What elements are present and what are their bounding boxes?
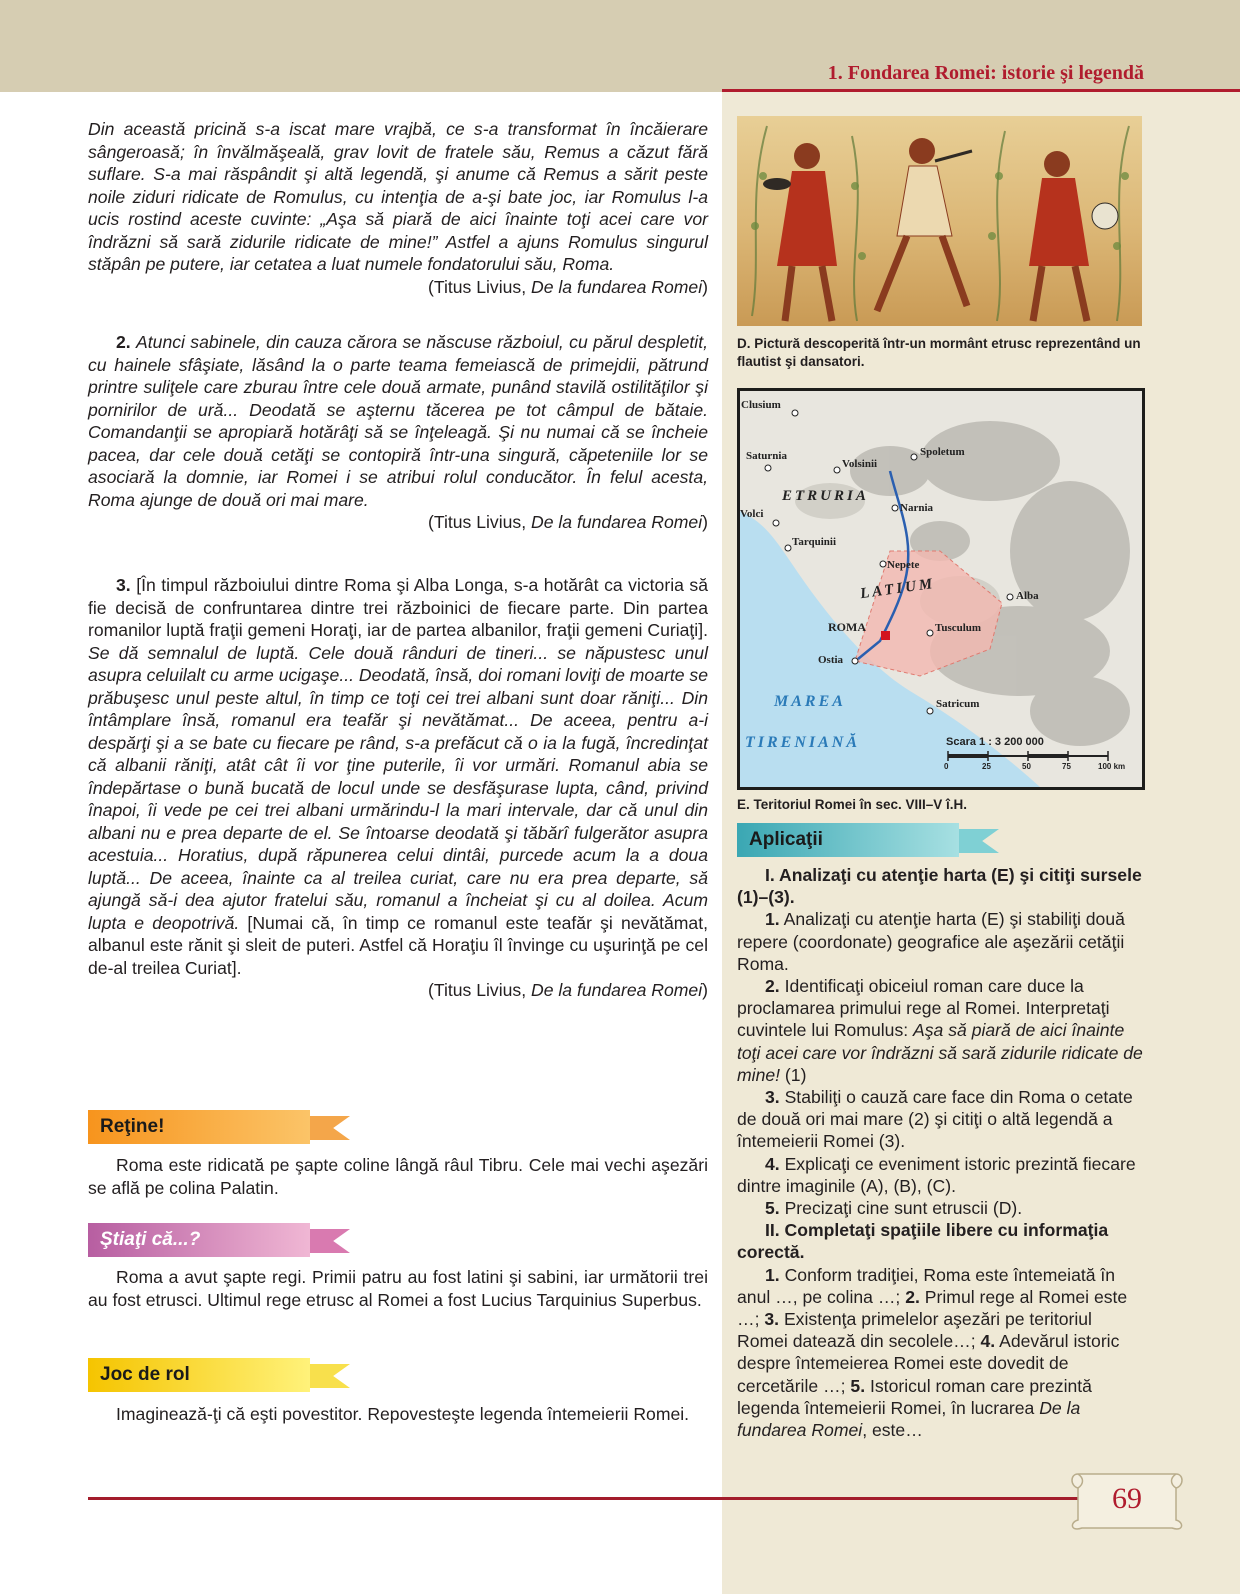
source-1 (88, 118, 708, 298)
citation-end: ) (702, 512, 708, 532)
etruscan-painting-illustration (737, 116, 1142, 326)
question-3 (737, 1086, 1143, 1153)
citation-work: De la fundarea Romei (530, 512, 703, 532)
map-scale-tick: 0 (944, 762, 949, 771)
stiati-banner (88, 1223, 350, 1257)
joc-banner (88, 1358, 350, 1392)
question-number: 5. (765, 1198, 780, 1219)
question-text: Identificaţi obiceiul roman care duce la proclamarea primului rege al Romei. Interpretaţi cuvintele lui Romulus: (737, 976, 1110, 1041)
source-1-text: Din această pricină s-a iscat mare vrajbă, ce s-a transformat în încăierare sângeroasă; în învălmăşeală, grav lovit de fratele său, Remus a căzut fără suflare. S-a mai răspândit şi altă legendă, şi anume că Remus a sărit peste noile ziduri ridicate de Romulus, cu intenţia de a-şi bate joc, iar Romulus l-a ucis rostind aceste cuvinte: „Aşa să piară de aici înainte toţi acei care vor îndrăzni să sară zidurile ridicate de mine!” Astfel a ajuns Romulus singurul stăpân pe putere, iar cetatea a luat numele fondatorului său, Roma. (88, 119, 708, 274)
joc-text: Imaginează-ţi că eşti povestitor. Repovesteşte legenda întemeierii Romei. (116, 1404, 690, 1424)
citation-end: ) (702, 276, 708, 297)
map-label-roma: ROMA (828, 620, 866, 634)
map-label-volsinii: Volsinii (842, 458, 878, 470)
citation-author: (Titus Livius, (428, 512, 531, 532)
citation-work: De la fundarea Romei (530, 276, 703, 297)
stiati-text: Roma a avut şapte regi. Primii patru au fost latini şi sabini, iar următorii trei au fost etrusci. Ultimul rege etrusc al Romei a fost Lucius Tarquinius Superbus. (88, 1267, 708, 1310)
map-label-etruria: ETRURIA (782, 488, 869, 504)
map-scale-tick: 75 (1062, 762, 1071, 771)
map-label-clusium: Clusium (741, 399, 781, 411)
item-number: 4. (980, 1331, 996, 1352)
citation-author: (Titus Livius, (428, 980, 531, 1000)
source-2-number: 2. (116, 332, 131, 352)
item-number: 5. (850, 1375, 866, 1396)
map-caption: E. Teritoriul Romei în sec. VIII–V î.H. (737, 797, 968, 812)
joc-title: Joc de rol (100, 1364, 190, 1385)
source-2-text (88, 331, 708, 511)
map-label-alba: Alba (1016, 590, 1039, 602)
map-label-volci: Volci (740, 508, 764, 520)
map-rome-territory (737, 388, 1145, 790)
item-text: , este… (862, 1420, 923, 1441)
source-2-body: Atunci sabinele, din cauza cărora se născuse războiul, cu părul despletit, cu hainele sfâşiate, lăsând la o parte teama femeiască de primejdii, pătrund printre suliţele care zburau între cele două armate, punând stavilă ostilităţilor şi pornirilor de ură... Deodată se aşternu tăcerea pe tot câmpul de bătaie. Comandanţii se apropiară hotărâţi să se înţeleagă. Şi nu numai că se încheie pacea, dar cele două cetăţi se contopiră într-una singură, căpeteniile lor se asociară la domnie, iar Romei i se atribui rolul conducător. În felul acesta, Roma ajunge de două ori mai mare. (88, 332, 708, 510)
map-label-satricum: Satricum (936, 698, 980, 710)
chapter-title: 1. Fondarea Romei: istorie şi legendă (827, 62, 1144, 84)
source-3-number: 3. (116, 575, 131, 595)
question-text: Stabiliţi o cauză care face din Roma o cetate de două ori mai mare (2) şi citiţi o altă legendă a întemeierii Romei (3). (737, 1087, 1133, 1152)
completion-items (737, 1264, 1143, 1442)
map-scale-tick: 50 (1022, 762, 1031, 771)
citation-end: ) (702, 980, 708, 1000)
footer-rule (88, 1497, 1078, 1500)
map-label-spoletum: Spoletum (920, 446, 965, 458)
map-label-latium: LATIUM (859, 575, 937, 603)
map-label-nepete: Nepete (887, 559, 920, 571)
retine-box (88, 1154, 708, 1199)
question-number: 3. (765, 1087, 780, 1108)
citation-author: (Titus Livius, (428, 276, 531, 297)
source-3-body: Se dă semnalul de luptă. Cele două rânduri de tineri... se năpustesc unul asupra celuilalt cu arme ucigaşe... Deodată, însă, doi romani loviţi de moarte se prăbuşesc unul peste altul, în timp ce toţi cei trei albani sunt doar răniţi... Din întâmplare însă, romanul era teafăr şi nevătămat... De aceea, pentru a-i despărţi şi a se bate cu fiecare pe rând, s-a prefăcut că o ia la fugă, încredinţat că albanii răniţi, atât cât îi vor ţine puterile, îi vor urmări. Romanul abia se îndepărtase o bună bucată de locul unde se desfăşurase lupta, când, privind înapoi, îi vede pe cei trei albani urmărindu-l la mari intervale, dar că unul din albani nu e prea departe de el. Se întoarse deodată şi tăbărî fulgerător asupra acestuia... Horatius, după răpunerea celui dintâi, purcede acum la a doua luptă... De aceea, înainte ca al treilea curiat, care nu era prea departe, să ajungă să-i dea ajutor fratelui său, romanul a încheiat şi cu al doilea. Acum lupta e deopotrivă. (88, 642, 709, 933)
aplicatii-title: Aplicaţii (749, 829, 823, 850)
section-i-heading: I. Analizaţi cu atenţie harta (E) şi citiţi sursele (1)–(3). (737, 865, 1142, 908)
question-2 (737, 975, 1143, 1086)
retine-banner (88, 1110, 350, 1144)
source-3 (88, 574, 708, 1002)
map-scale-tick: 100 km (1098, 762, 1126, 771)
citation-work: De la fundarea Romei (530, 980, 703, 1000)
question-5 (737, 1197, 1143, 1219)
item-number: 2. (905, 1286, 920, 1307)
question-1 (737, 908, 1143, 975)
source-3-context: [În timpul războiului dintre Roma şi Alba Longa, s-a hotărât ca victoria să fie decisă de confruntarea dintre trei războinici de fiecare parte. Din partea romanilor luptă fraţii gemeni Horaţi, iar de partea albanilor, fraţii gemeni Curiaţi]. (88, 575, 708, 640)
map-scale-tick: 25 (982, 762, 991, 771)
header-rule (722, 89, 1240, 92)
question-text: Explicaţi ce eveniment istoric prezintă fiecare dintre imaginile (A), (B), (C). (737, 1153, 1136, 1196)
map-label-narnia: Narnia (900, 502, 933, 514)
retine-text: Roma este ridicată pe şapte coline lângă râul Tibru. Cele mai vechi aşezări se află pe colina Palatin. (88, 1155, 708, 1198)
item-text: Existenţa primelelor aşezări pe teritoriul Romei datează din secolele…; (737, 1309, 1092, 1352)
figure-d-caption: D. Pictură descoperită într-un mormânt etrusc reprezentând un flautist şi dansatori. (737, 336, 1141, 369)
question-number: 4. (765, 1153, 780, 1174)
question-text: Precizaţi cine sunt etruscii (D). (779, 1198, 1023, 1219)
source-2 (88, 331, 708, 534)
question-text: Analizaţi cu atenţie harta (E) şi stabiliţi două repere (coordonate) geografice ale aşezării cetăţii Roma. (737, 909, 1125, 974)
item-text: Istoricul roman care prezintă legenda întemeierii Romei, în lucrarea (737, 1375, 1092, 1418)
joc-box (88, 1403, 708, 1426)
section-ii-heading: II. Completaţi spaţiile libere cu informaţia corectă. (737, 1220, 1109, 1263)
page-number: 69 (1112, 1482, 1142, 1515)
item-text: Conform tradiţiei, Roma este întemeiată în anul …, pe colina …; (737, 1264, 1116, 1307)
question-number: 2. (765, 976, 780, 997)
item-number: 1. (765, 1264, 780, 1285)
source-3-conclusion: [Numai că, în timp ce romanul este teafăr şi nevătămat, albanul este rănit şi sleit de puteri. Astfel că Horaţiu îl învinge cu uşurinţă pe cel de-al treilea Curiat]. (88, 912, 708, 978)
question-ref: (1) (780, 1064, 807, 1085)
map-label-tusculum: Tusculum (935, 622, 982, 634)
question-number: 1. (765, 909, 780, 930)
stiati-box (88, 1266, 708, 1311)
source-3-citation (88, 979, 708, 1002)
stiati-title: Ştiaţi că...? (100, 1229, 201, 1250)
map-label-saturnia: Saturnia (746, 450, 787, 462)
item-number: 3. (764, 1309, 780, 1330)
source-1-citation (88, 276, 708, 299)
map-scale-title: Scara 1 : 3 200 000 (946, 736, 1044, 748)
item-text: Primul rege al Romei este …; (737, 1286, 1128, 1330)
item-text: Adevărul istoric despre întemeierea Romei este dovedit de cercetările …; (737, 1331, 1120, 1396)
map-label-ostia: Ostia (818, 654, 844, 666)
question-4 (737, 1153, 1143, 1197)
map-label-tireniana: TIRENIANĂ (745, 734, 861, 751)
aplicatii-exercises (737, 864, 1143, 1441)
aplicatii-banner (737, 823, 999, 857)
question-quote: Aşa să piară de aici înainte toţi acei care vor îndrăzni să sară zidurile ridicate de mine! (737, 1020, 1143, 1085)
item-work: De la fundarea Romei (737, 1397, 1081, 1441)
map-label-marea: MAREA (774, 693, 846, 710)
source-2-citation (88, 511, 708, 534)
etruscan-painting-image (737, 116, 1142, 326)
map-label-tarquinii: Tarquinii (792, 536, 837, 548)
retine-title: Reţine! (100, 1116, 165, 1137)
source-3-text (88, 574, 708, 979)
